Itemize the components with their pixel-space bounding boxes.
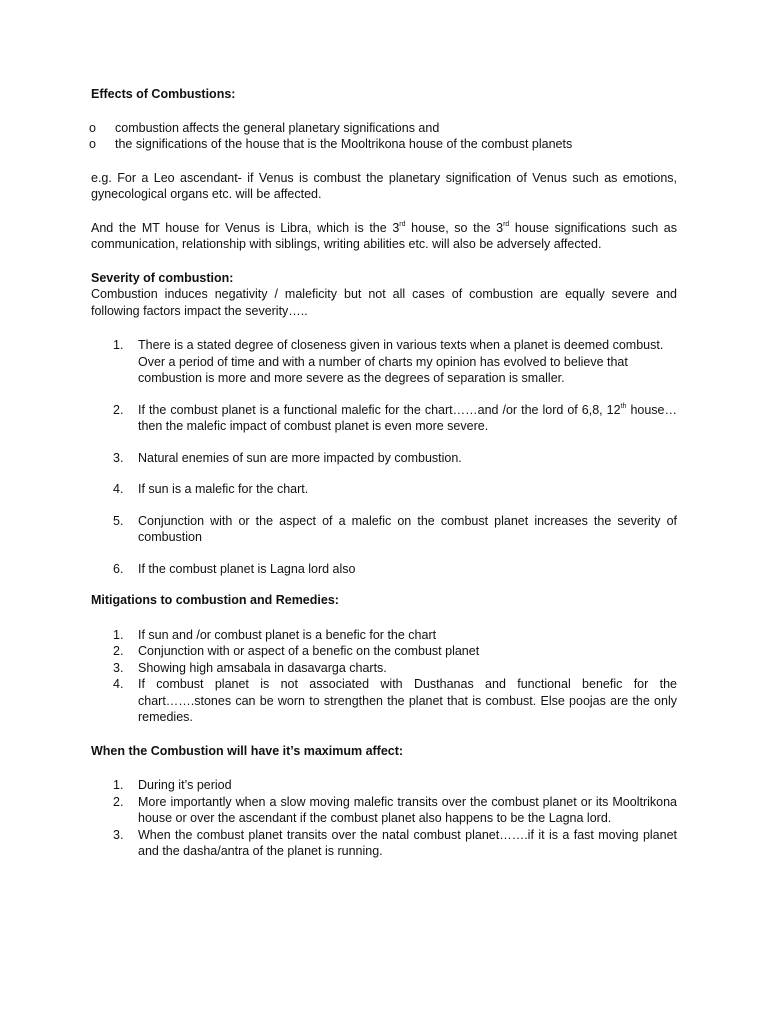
severity-list: [91, 337, 677, 577]
list-item: 5. Conjunction with or the aspect of a malefic on the combust planet increases the severity of combustion: [113, 513, 677, 544]
example-paragraph: e.g. For a Leo ascendant- if Venus is combust the planetary signification of Venus such as emotions, gynecological organs etc. will be affected.: [91, 170, 677, 201]
list-item: 2. More importantly when a slow moving malefic transits over the combust planet or its Mooltrikona house or over the ascendant if the combust planet also happens to be the Lagna lord.: [113, 794, 677, 825]
list-item: 6. If the combust planet is Lagna lord also: [113, 561, 356, 576]
list-item: 1. During it’s period: [113, 778, 232, 792]
effects-bullet-list: [91, 120, 677, 153]
list-item: 3. Showing high amsabala in dasavarga charts.: [113, 660, 387, 675]
list-item: o combustion affects the general planetary significations and: [89, 120, 440, 135]
bullet-marker: o: [89, 120, 96, 135]
mitigations-list: [91, 627, 677, 726]
severity-heading: Severity of combustion:: [91, 270, 234, 285]
list-item: 3. When the combust planet transits over the natal combust planet…….if it is a fast moving planet and the dasha/antra of the planet is running.: [113, 827, 677, 858]
list-item: 2. Conjunction with or aspect of a benefic on the combust planet: [113, 644, 480, 658]
list-item: 2. If the combust planet is a functional malefic for the chart……and /or the lord of 6,8, 12th house…then the malefic impact of combust planet is even more severe.: [113, 402, 677, 433]
maximum-affect-list: [91, 777, 677, 860]
list-item: 1. If sun and /or combust planet is a benefic for the chart: [113, 627, 437, 642]
severity-intro: Combustion induces negativity / maleficity but not all cases of combustion are equally severe and following factors impact the severity…..: [91, 287, 677, 318]
list-item: o the significations of the house that is the Mooltrikona house of the combust planets: [89, 137, 573, 151]
maximum-affect-heading: When the Combustion will have it’s maximum affect:: [91, 743, 404, 758]
mitigations-heading: Mitigations to combustion and Remedies:: [91, 593, 339, 607]
mt-house-paragraph: And the MT house for Venus is Libra, which is the 3rd house, so the 3rd house significations such as communication, relationship with siblings, writing abilities etc. will also be adversely affected.: [91, 220, 678, 251]
document-body: [91, 86, 677, 860]
list-item: 1. There is a stated degree of closeness given in various texts when a planet is deemed combust. Over a period of time and with a number of charts my opinion has evolved to believe that combustion is more and more severe as the degrees of separation is smaller.: [113, 338, 664, 385]
bullet-marker: o: [89, 137, 96, 151]
list-item: 4. If combust planet is not associated with Dusthanas and functional benefic for the chart…….stones can be worn to strengthen the planet that is combust. Else poojas are the only remedies.: [113, 677, 677, 724]
page-title: Effects of Combustions:: [91, 87, 236, 101]
list-item: 3. Natural enemies of sun are more impacted by combustion.: [113, 450, 462, 465]
list-item: 4. If sun is a malefic for the chart.: [113, 482, 309, 496]
